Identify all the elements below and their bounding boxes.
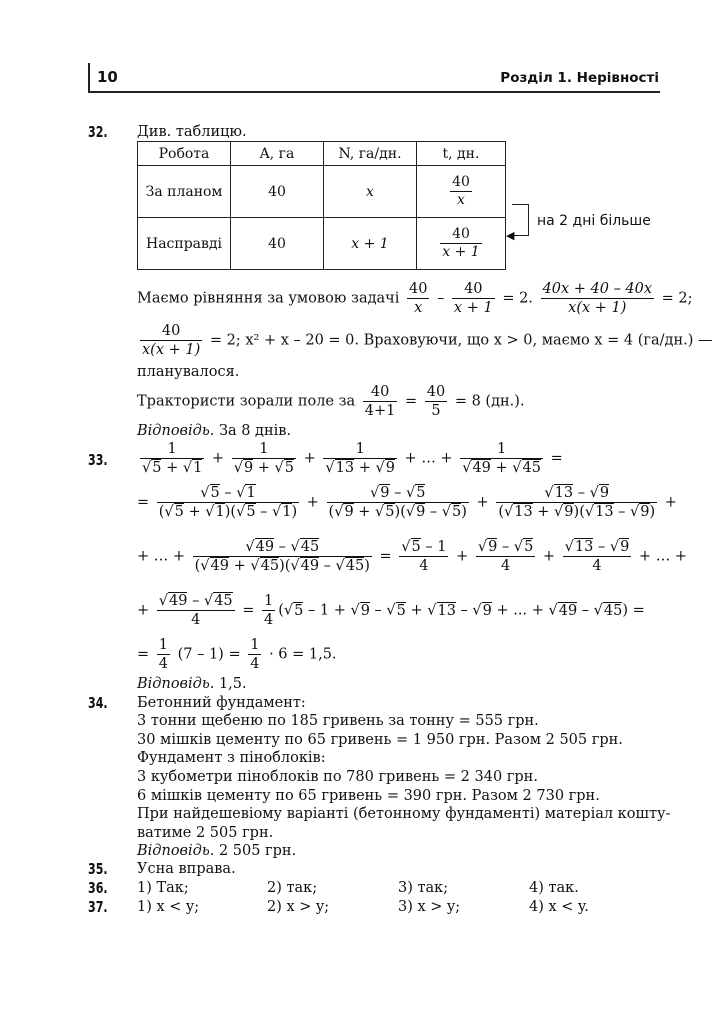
equation-intro: Маємо рівняння за умовою задачі [137,290,400,307]
problem-number-35: 35. [88,860,108,878]
equation-line-3: планувалося. [137,364,240,380]
answer-32: Відповідь. За 8 днів. [137,423,292,439]
tractor-line: Трактористи зорали поле за $\frac{40}{4+1}$ = $\frac{40}{5}$ = 8 (дн.). [137,384,525,420]
table-cell-label: За планом [138,166,231,218]
table-cell-area: 40 [231,218,324,270]
answer-item: 4) x < y. [529,899,589,915]
equation-line-2: $\frac{40}{x(x + 1)}$ = 2; x² + x – 20 = 0. Враховуючи, що x > 0, маємо x = 4 (га/дн.) — [142,323,713,359]
text-line: 30 мішків цементу по 65 гривень = 1 950 грн. Разом 2 505 грн. [137,732,623,748]
answer-33: Відповідь. 1,5. [137,676,247,692]
page-number: 10 [97,68,118,86]
equation-33-line-1: $\frac{1}{√5 + √1}$ + $\frac{1}{√9 + √5}$ + $\frac{1}{√13 + √9}$ + … + $\frac{1}{√49 + √45}$ = [142,441,563,477]
equation-33-line-5: = $\frac{1}{4}$ (7 – 1) = $\frac{1}{4}$ · 6 = 1,5. [137,637,337,673]
text-line: Бетонний фундамент: [137,695,306,711]
difference-bracket [512,204,529,236]
answer-34: Відповідь. 2 505 грн. [137,843,297,859]
problem-number-33: 33. [88,451,108,469]
answer-item: 2) x > y; [267,899,330,915]
problem-32-intro: Див. таблицю. [137,124,247,140]
problem-number-32: 32. [88,123,108,141]
table-header-cell: t, дн. [417,142,506,166]
text-line: 3 кубометри піноблоків по 780 гривень = 2 340 грн. [137,769,538,785]
equation-33-line-3: + … + $\frac{√49 - √45}{(√49 + √45)(√49 - √45)}$ = $\frac{√5 - 1}{4}$ + $\frac{√9 - √5}{4}$ + $\frac{√13 - √9}{4}$ + … + [137,539,687,575]
answer-item: 3) так; [398,880,449,896]
text-line: 3 тонни щебеню по 185 гривень за тонну = 555 грн. [137,713,539,729]
table-cell-area: 40 [231,166,324,218]
problem-number-36: 36. [88,879,108,897]
header-rule-vertical [88,63,90,93]
answer-item: 3) x > y; [398,899,461,915]
table-cell-time: $\frac{40}{x + 1}$ [417,218,506,270]
answer-item: 1) Так; [137,880,189,896]
answer-item: 1) x < y; [137,899,200,915]
table-header-cell: A, га [231,142,324,166]
text-line: При найдешевіому варіанті (бетонному фундаменті) матеріал кошту- [137,806,671,822]
table-cell-label: Насправді [138,218,231,270]
answer-item: 2) так; [267,880,318,896]
text-line: ватиме 2 505 грн. [137,825,274,841]
problem-number-37: 37. [88,898,108,916]
table-header-row [138,142,506,166]
text-line: 6 мішків цементу по 65 гривень = 390 грн. Разом 2 730 грн. [137,788,600,804]
table-header-cell: N, га/дн. [324,142,417,166]
table-row [138,218,506,270]
arrow-left-icon: ◀ [506,229,515,242]
answer-item: 4) так. [529,880,579,896]
problem-number-34: 34. [88,694,108,712]
work-table [137,141,506,270]
difference-note: на 2 дні більше [537,213,651,229]
equation-33-line-2: = $\frac{√5 - √1}{(√5 + √1)(√5 - √1)}$ + $\frac{√9 - √5}{(√9 + √5)(√9 - √5)}$ + $\frac{√13 - √9}{(√13 + √9)(√13 - √9)}$ + [137,485,677,521]
header-rule [88,91,660,93]
equation-33-line-4: + $\frac{√49 - √45}{4}$ = $\frac{1}{4}$ (√5 – 1 + √9 – √5 + √13 – √9 + ... + √49 – √45) = [137,593,645,629]
table-cell-time: $\frac{40}{x}$ [417,166,506,218]
problem-35-text: Усна вправа. [137,861,236,877]
section-title: Розділ 1. Нерівності [500,70,659,86]
table-row [138,166,506,218]
table-cell-rate: x [324,166,417,218]
table-header-cell: Робота [138,142,231,166]
equation-line-1: Маємо рівняння за умовою задачі $\frac{40}{x}$ – $\frac{40}{x + 1}$ = 2. $\frac{40x + 40 - 40x}{x(x + 1)}$ = 2; [137,281,693,317]
text-line: Фундамент з піноблоків: [137,750,326,766]
table-cell-rate: x + 1 [324,218,417,270]
